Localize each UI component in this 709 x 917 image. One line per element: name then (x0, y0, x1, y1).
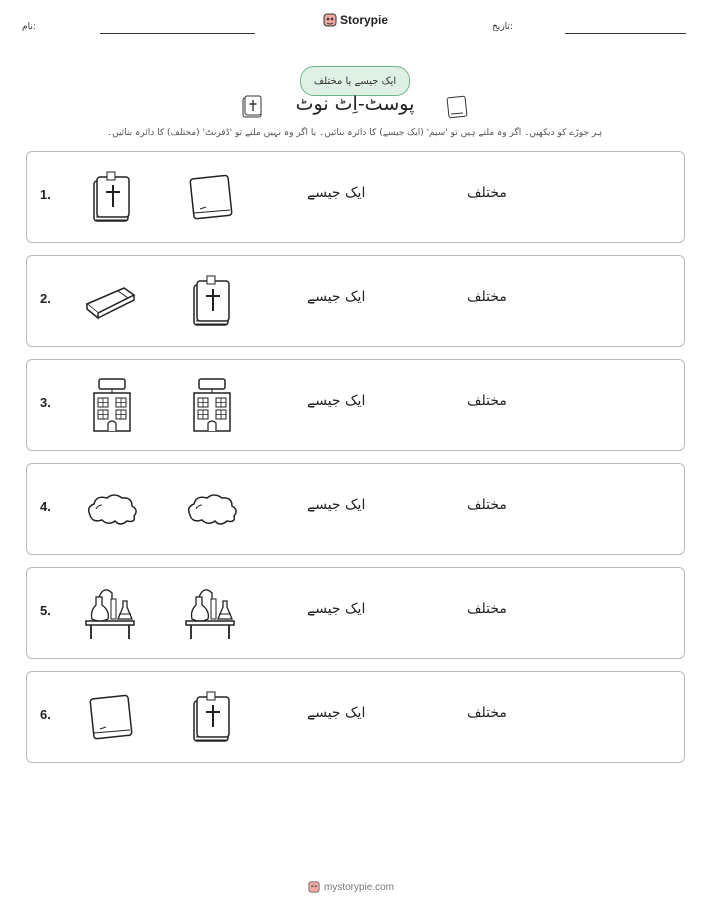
question-row-6 (26, 671, 685, 763)
bible-icon (182, 687, 242, 747)
question-number: 1. (40, 187, 51, 202)
option-same[interactable]: ایک جیسے (307, 497, 366, 513)
question-number: 5. (40, 603, 51, 618)
storypie-logo-icon (323, 12, 337, 28)
storypie-logo-icon (308, 880, 320, 894)
option-same[interactable]: ایک جیسے (307, 601, 366, 617)
building-icon (82, 375, 142, 435)
option-different[interactable]: مختلف (467, 705, 507, 721)
date-label: تاریخ: (492, 22, 513, 32)
option-different[interactable]: مختلف (467, 497, 507, 513)
brand-name: Storypie (340, 13, 389, 27)
sticky-note-icon (82, 687, 142, 747)
footer-site[interactable]: mystorypie.com (324, 881, 395, 893)
option-same[interactable]: ایک جیسے (307, 393, 366, 409)
question-row-1 (26, 151, 685, 243)
option-different[interactable]: مختلف (467, 601, 507, 617)
bible-icon (82, 167, 142, 227)
building-icon (182, 375, 242, 435)
bible-icon (182, 271, 242, 331)
option-different[interactable]: مختلف (467, 393, 507, 409)
option-same[interactable]: ایک جیسے (307, 185, 366, 201)
eraser-icon (82, 271, 142, 331)
option-same[interactable]: ایک جیسے (307, 705, 366, 721)
puddle-icon (82, 479, 142, 539)
lab-table-icon (182, 583, 242, 643)
question-number: 2. (40, 291, 51, 306)
category-badge: ایک جیسے یا مختلف (300, 66, 410, 96)
sticky-note-icon (444, 93, 470, 121)
option-different[interactable]: مختلف (467, 289, 507, 305)
name-label: نام: (22, 22, 36, 32)
puddle-icon (182, 479, 242, 539)
footer (308, 880, 394, 894)
bible-icon (240, 93, 266, 121)
lab-table-icon (82, 583, 142, 643)
option-same[interactable]: ایک جیسے (307, 289, 366, 305)
name-line[interactable] (100, 33, 255, 34)
brand-logo (323, 12, 388, 28)
date-line[interactable] (565, 33, 686, 34)
question-row-4 (26, 463, 685, 555)
sticky-note-icon (182, 167, 242, 227)
question-row-3 (26, 359, 685, 451)
question-row-2 (26, 255, 685, 347)
question-number: 4. (40, 499, 51, 514)
question-number: 3. (40, 395, 51, 410)
option-different[interactable]: مختلف (467, 185, 507, 201)
worksheet-title: پوسٹ-اِٹ نوٹ (295, 93, 415, 115)
instructions: ہر جوڑے کو دیکھیں۔ اگر وہ ملتے ہیں تو 'سیم' (ایک جیسے) کا دائرہ بنائیں۔ یا اگر وہ نہیں ملتے تو 'ڈفرنٹ' (مختلف) کا دائرہ بنائیں۔ (106, 128, 603, 138)
question-row-5 (26, 567, 685, 659)
question-number: 6. (40, 707, 51, 722)
